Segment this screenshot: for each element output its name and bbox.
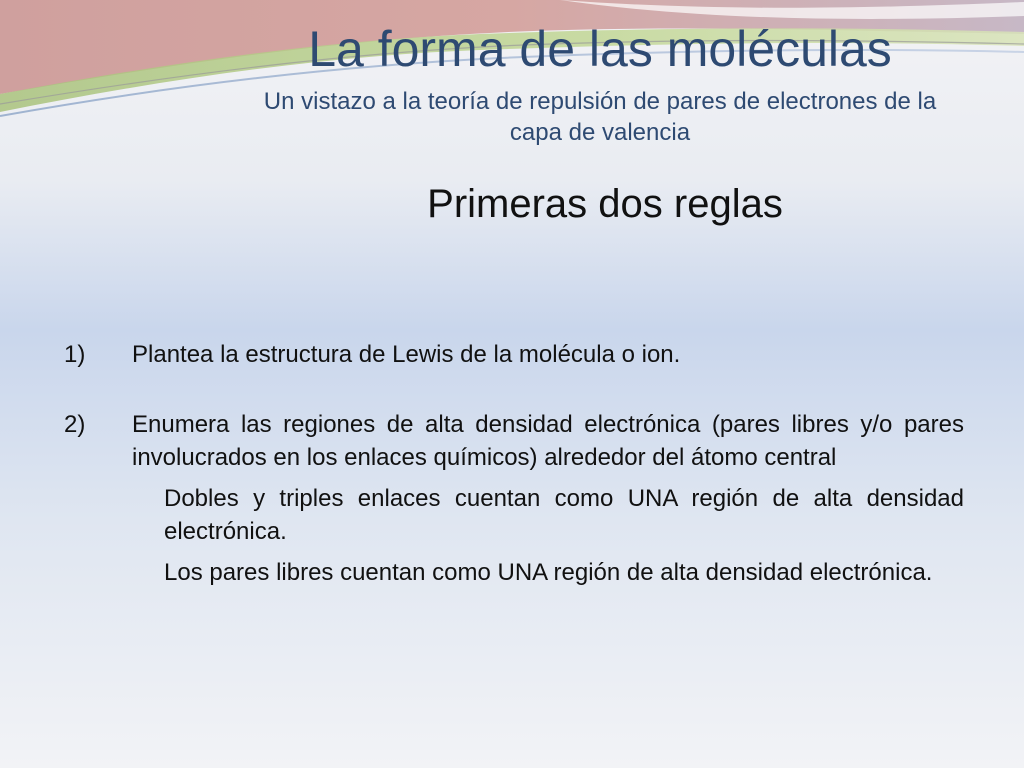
slide-subtitle: Un vistazo a la teoría de repulsión de pares de electrones de la capa de valencia: [263, 88, 937, 146]
rule-number: 1): [64, 341, 86, 368]
rule-text: Plantea la estructura de Lewis de la molécula o ion.: [132, 341, 681, 368]
rules-list: [64, 338, 964, 589]
rule-item: [64, 408, 964, 474]
sub-point: Dobles y triples enlaces cuentan como UNA región de alta densidad electrónica.: [164, 485, 964, 545]
slide-title: La forma de las moléculas: [308, 21, 892, 77]
sub-point: Los pares libres cuentan como UNA región de alta densidad electrónica.: [164, 559, 933, 586]
rule-number: 2): [64, 411, 86, 438]
rule-text: Enumera las regiones de alta densidad electrónica (pares libres y/o pares involucrados en los enlaces químicos) alrededor del átomo central: [132, 411, 964, 471]
section-heading: Primeras dos reglas: [427, 182, 783, 226]
rule-item: [64, 338, 964, 371]
